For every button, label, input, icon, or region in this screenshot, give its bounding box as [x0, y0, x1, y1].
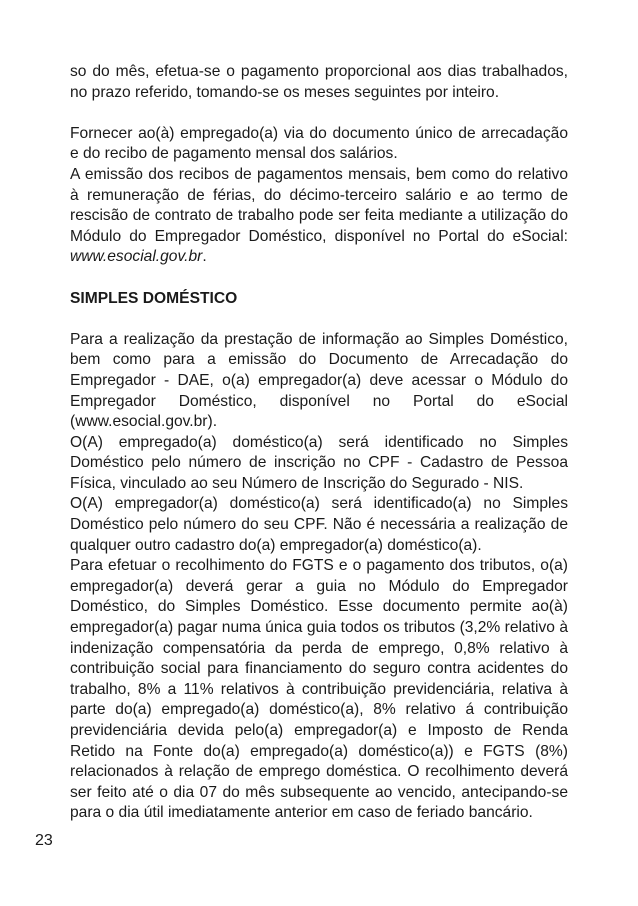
paragraph-employer-identification: O(A) empregador(a) doméstico(a) será identificado(a) no Simples Doméstico pelo número do seu CPF. Não é necessária a realização de qualquer outro cadastro do(a) empregador(a) doméstico(a). [70, 495, 568, 554]
paragraph-gap [70, 309, 568, 330]
paragraph-deliver-documents: Fornecer ao(à) empregado(a) via do documento único de arrecadação e do recibo de pagamento mensal dos salários. [70, 124, 568, 163]
paragraph-gap [70, 268, 568, 289]
paragraph-gap [70, 103, 568, 124]
receipts-text: A emissão dos recibos de pagamentos mensais, bem como do relativo à remuneração de férias, do décimo-terceiro salário e ao termo de rescisão de contrato de trabalho pode ser feita mediante a utilização do Módulo do Empregador Doméstico, disponível no Portal do eSocial: [70, 165, 568, 245]
page-number: 23 [35, 832, 53, 849]
paragraph-fgts-payment: Para efetuar o recolhimento do FGTS e o pagamento dos tributos, o(a) empregador(a) deverá gerar a guia no Módulo do Empregador Doméstico, do Simples Doméstico. Esse documento permite ao(à) empregador(a) pagar numa única guia todos os tributos (3,2% relativo à indenização compensatória da perda de emprego, 0,8% relativo à contribuição social para financiamento do seguro contra acidentes do trabalho, 8% a 11% relativos à contribuição previdenciária, relativa à parte do(a) empregado(a) doméstico(a), 8% relativo á contribuição previdenciária devida pelo(a) empregador(a) e Imposto de Renda Retido na Fonte do(a) empregado(a) doméstico(a)) e FGTS (8%) relacionados à relação de emprego doméstica. O recolhimento deverá ser feito até o dia 07 do mês subsequente ao vencido, antecipando-se para o dia útil imediatamente anterior em caso de feriado bancário. [70, 557, 568, 822]
receipts-end: . [202, 248, 207, 266]
document-page [70, 62, 568, 824]
paragraph-receipts [70, 165, 568, 268]
paragraph-continuation: so do mês, efetua-se o pagamento proporcional aos dias trabalhados, no prazo referido, tomando-se os meses seguintes por inteiro. [70, 63, 568, 101]
section-heading: SIMPLES DOMÉSTICO [70, 289, 238, 307]
paragraph-employee-identification: O(A) empregado(a) doméstico(a) será identificado no Simples Doméstico pelo número de inscrição no CPF - Cadastro de Pessoa Física, vinculado ao seu Número de Inscrição do Segurado - NIS. [70, 433, 568, 492]
esocial-link[interactable]: www.esocial.gov.br [70, 248, 203, 266]
paragraph-information: Para a realização da prestação de informação ao Simples Doméstico, bem como para a emissão do Documento de Arrecadação do Empregador - DAE, o(a) empregador(a) deve acessar o Módulo do Empregador Doméstico, disponível no Portal do eSocial (www.esocial.gov.br). [70, 330, 568, 431]
